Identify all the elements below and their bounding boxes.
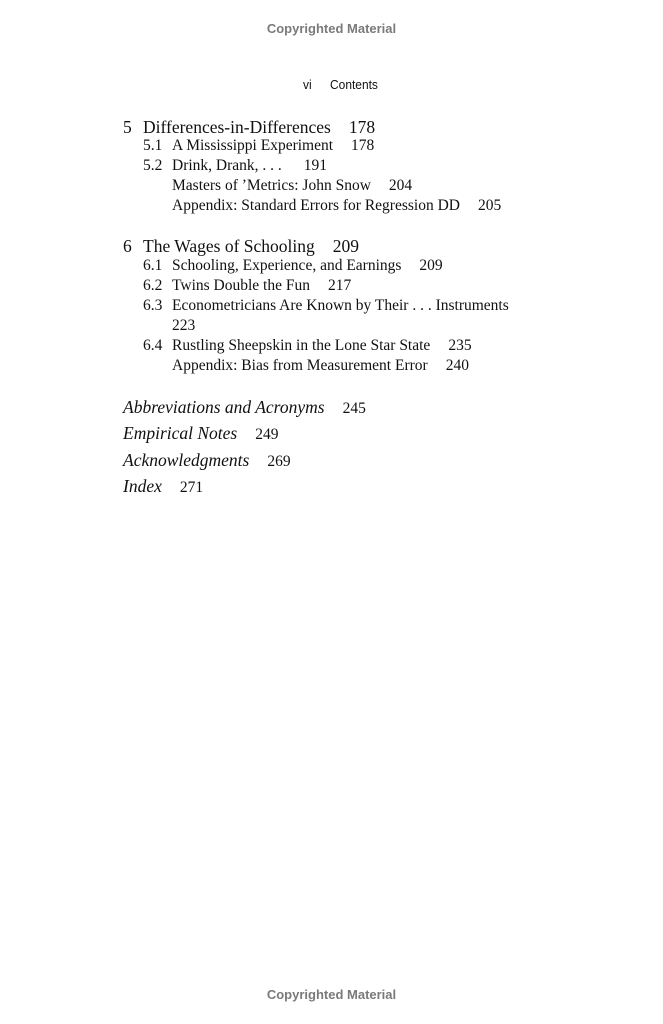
- toc-entry-6-2[interactable]: 6.2 Twins Double the Fun 217: [143, 277, 352, 294]
- toc-entry-appendix-6[interactable]: Appendix: Bias from Measurement Error 240: [172, 357, 469, 374]
- chapter-page: 178: [348, 117, 376, 137]
- chapter-page: 209: [332, 236, 360, 256]
- page-folio: vi: [303, 77, 312, 92]
- toc-entry-john-snow[interactable]: Masters of ’Metrics: John Snow 204: [172, 177, 413, 194]
- toc-empirical-notes[interactable]: Empirical Notes 249: [123, 423, 279, 443]
- toc-acknowledgments[interactable]: Acknowledgments 269: [123, 450, 291, 470]
- toc-entry-6-1[interactable]: 6.1 Schooling, Experience, and Earnings 209: [143, 257, 443, 274]
- toc-chapter-5[interactable]: 5 Differences-in-Differences 178: [123, 117, 376, 137]
- chapter-title: The Wages of Schooling: [143, 236, 315, 256]
- running-head: [303, 77, 378, 92]
- running-head-title: Contents: [330, 77, 378, 92]
- toc-entry-6-3-page: 223: [172, 317, 196, 334]
- chapter-title: Differences-in-Differences: [143, 117, 331, 137]
- toc-entry-5-2[interactable]: 5.2 Drink, Drank, . . . 191: [143, 157, 328, 174]
- toc-chapter-6[interactable]: 6 The Wages of Schooling 209: [123, 236, 360, 256]
- toc-entry-5-1[interactable]: 5.1 A Mississippi Experiment 178: [143, 137, 375, 154]
- toc-abbreviations[interactable]: Abbreviations and Acronyms 245: [123, 397, 366, 417]
- toc-entry-6-3[interactable]: 6.3 Econometricians Are Known by Their . . . Instruments: [143, 297, 509, 314]
- toc-index[interactable]: Index 271: [123, 476, 204, 496]
- copyright-watermark-top: Copyrighted Material: [266, 21, 397, 36]
- copyright-watermark-bottom: Copyrighted Material: [266, 987, 397, 1002]
- toc-entry-6-4[interactable]: 6.4 Rustling Sheepskin in the Lone Star State 235: [143, 337, 472, 354]
- toc-entry-appendix-5[interactable]: Appendix: Standard Errors for Regression DD 205: [172, 197, 502, 214]
